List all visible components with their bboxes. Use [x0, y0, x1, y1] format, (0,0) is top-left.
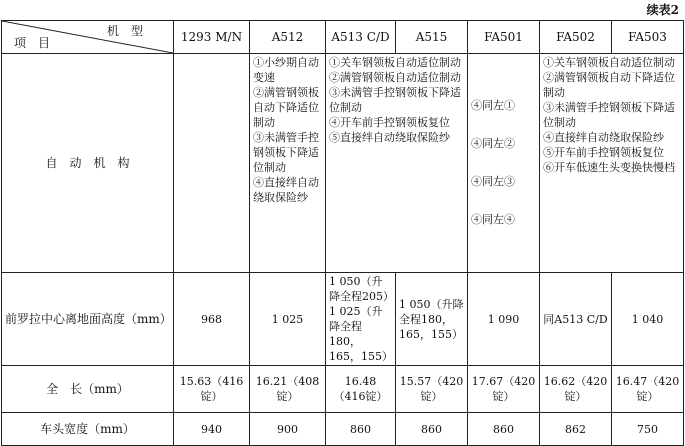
list-item: ⑤开车前手控钢领板复位: [543, 146, 664, 159]
width-fa502: 862: [540, 413, 612, 446]
length-a515: 15.57（420锭）: [396, 366, 468, 413]
list-item: ④同左③: [471, 175, 515, 188]
mechanism-fa502-fa503: [540, 54, 684, 273]
model-fa502: FA502: [540, 21, 612, 54]
height-fa501: 1 090: [468, 273, 540, 366]
length-fa503: 16.47（420锭）: [612, 366, 684, 413]
list-item: ③未满管手控钢领板下降适位制动: [253, 131, 319, 174]
mechanism-a513-a515: [326, 54, 468, 273]
mechanism-fa501-list: [471, 87, 536, 239]
table-caption: 续表2: [646, 3, 679, 17]
width-a512: 900: [250, 413, 326, 446]
width-a513: 860: [326, 413, 396, 446]
list-item: ⑤直接绊自动绕取保险纱: [329, 131, 450, 144]
mechanism-fa502-list: [543, 55, 680, 175]
width-fa501: 860: [468, 413, 540, 446]
list-item: ④直接绊自动绕取保险纱: [253, 176, 319, 204]
list-item: ④直接绊自动绕取保险纱: [543, 131, 664, 144]
header-row: [2, 21, 684, 54]
height-row: [2, 273, 684, 366]
mechanism-a512-list: [253, 55, 322, 205]
mechanism-a512: [250, 54, 326, 273]
height-1293: 968: [174, 273, 250, 366]
list-item: ②满管钢领板自动下降适位制动: [253, 86, 319, 129]
list-item: ③未满管手控钢领板下降适位制动: [329, 86, 461, 114]
model-a515: A515: [396, 21, 468, 54]
mechanism-row: [2, 54, 684, 273]
length-a513: 16.48（416锭）: [326, 366, 396, 413]
length-fa502: 16.62（420锭）: [540, 366, 612, 413]
mechanism-a513-list: [329, 55, 464, 145]
width-fa503: 750: [612, 413, 684, 446]
header-corner-cell: [2, 21, 174, 54]
length-a512: 16.21（408锭）: [250, 366, 326, 413]
list-item: ④开车前手控钢领板复位: [329, 116, 450, 129]
model-a513: A513 C/D: [326, 21, 396, 54]
height-label: 前罗拉中心离地面高度（mm）: [2, 273, 174, 366]
length-1293: 15.63（416锭）: [174, 366, 250, 413]
width-row: [2, 413, 684, 446]
list-item: ④同左②: [471, 137, 515, 150]
list-item: ②满管钢领板自动下降适位制动: [543, 71, 675, 99]
list-item: ①关车钢领板自动适位制动: [543, 56, 675, 69]
width-1293: 940: [174, 413, 250, 446]
model-label: 机 型: [106, 24, 143, 38]
list-item: ②满管钢领板自动适位制动: [329, 71, 461, 84]
height-a512: 1 025: [250, 273, 326, 366]
list-item: ④同左④: [471, 213, 515, 226]
list-item: ①关车钢领板自动适位制动: [329, 56, 461, 69]
height-fa502: 同A513 C/D: [540, 273, 612, 366]
model-1293: 1293 M/N: [174, 21, 250, 54]
model-fa503: FA503: [612, 21, 684, 54]
width-a515: 860: [396, 413, 468, 446]
height-fa503: 1 040: [612, 273, 684, 366]
model-a512: A512: [250, 21, 326, 54]
item-label: 项 目: [14, 36, 51, 50]
mechanism-1293: [174, 54, 250, 273]
length-fa501: 17.67（420锭）: [468, 366, 540, 413]
length-label: 全 长（mm）: [2, 366, 174, 413]
mechanism-label: 自 动 机 构: [2, 54, 174, 273]
height-a515: 1 050（升降全程180，165，155）: [396, 273, 468, 366]
length-row: [2, 366, 684, 413]
mechanism-fa501: [468, 54, 540, 273]
width-label: 车头宽度（mm）: [2, 413, 174, 446]
list-item: ③未满管手控钢领板下降适位制动: [543, 101, 675, 129]
height-a513: 1 050（升降全程205）1 025（升降全程180，165，155）: [326, 273, 396, 366]
model-fa501: FA501: [468, 21, 540, 54]
list-item: ④同左①: [471, 99, 515, 112]
list-item: ①小纱期自动变速: [253, 56, 319, 84]
list-item: ⑥开车低速生头变换快慢档: [543, 161, 675, 174]
spec-table: [1, 20, 684, 446]
